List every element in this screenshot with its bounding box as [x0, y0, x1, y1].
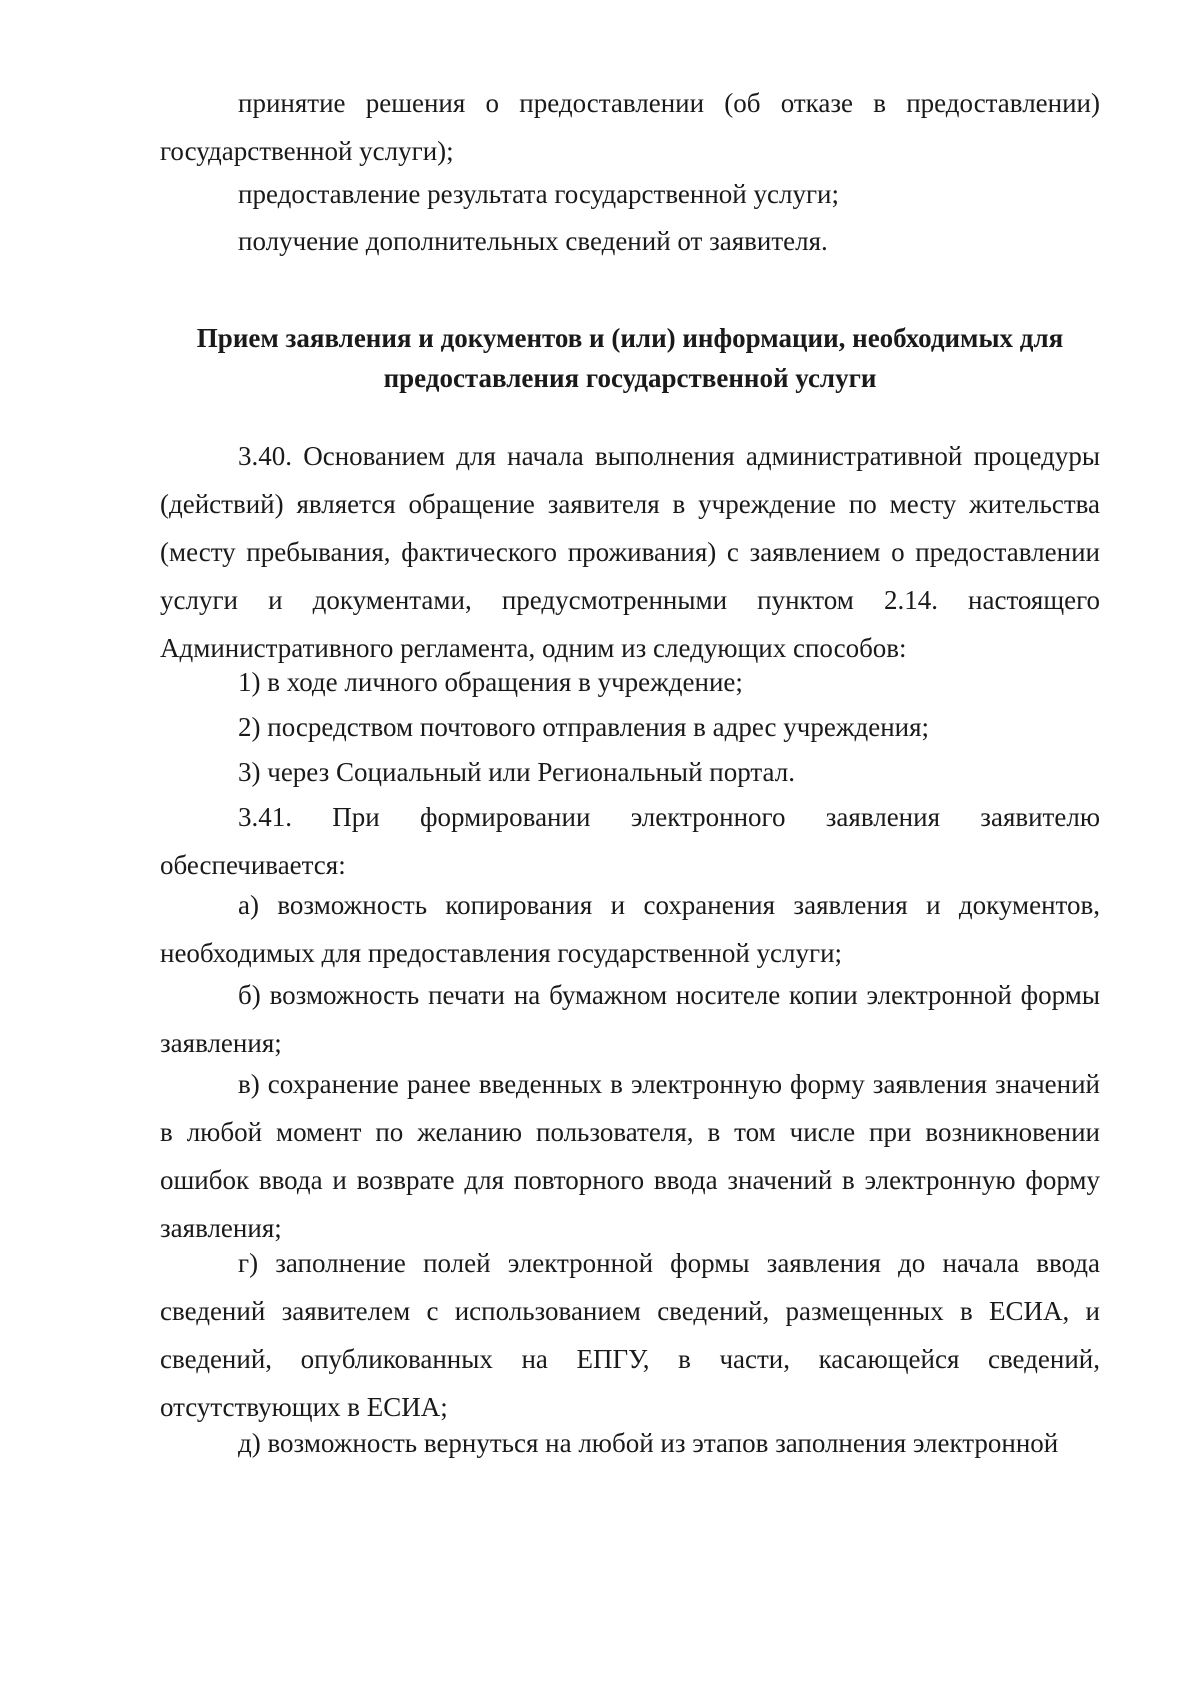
paragraph-additional-info: получение дополнительных сведений от заявителя. [238, 226, 828, 256]
clause-3-41: 3.41. При формировании электронного заявления заявителю обеспечивается: [160, 802, 1100, 880]
paragraph-result: предоставление результата государственной услуги; [238, 179, 839, 209]
item-v: в) сохранение ранее введенных в электронную форму заявления значений в любой момент по желанию пользователя, в том числе при возникновении ошибок ввода и возврате для повторного ввода значений в электронную форму заявления; [160, 1069, 1100, 1243]
section-heading: Прием заявления и документов и (или) информации, необходимых для предоставления государственной услуги [196, 323, 1064, 393]
item-d: д) возможность вернуться на любой из этапов заполнения электронной [238, 1428, 1059, 1458]
method-3: 3) через Социальный или Региональный портал. [238, 757, 795, 787]
item-g: г) заполнение полей электронной формы заявления до начала ввода сведений заявителем с использованием сведений, размещенных в ЕСИА, и сведений, опубликованных на ЕПГУ, в части, касающейся сведений, отсутствующих в ЕСИА; [160, 1248, 1100, 1422]
method-1: 1) в ходе личного обращения в учреждение; [238, 667, 743, 697]
clause-3-40: 3.40. Основанием для начала выполнения административной процедуры (действий) является обращение заявителя в учреждение по месту жительства (месту пребывания, фактического проживания) с заявлением о предоставлении услуги и документами, предусмотренными пунктом 2.14. настоящего Административного регламента, одним из следующих способов: [160, 441, 1100, 663]
method-2: 2) посредством почтового отправления в адрес учреждения; [238, 712, 930, 742]
item-b: б) возможность печати на бумажном носителе копии электронной формы заявления; [160, 980, 1100, 1058]
item-a: а) возможность копирования и сохранения заявления и документов, необходимых для предоставления государственной услуги; [160, 890, 1100, 968]
paragraph-decision: принятие решения о предоставлении (об отказе в предоставлении) государственной услуги); [160, 88, 1100, 166]
